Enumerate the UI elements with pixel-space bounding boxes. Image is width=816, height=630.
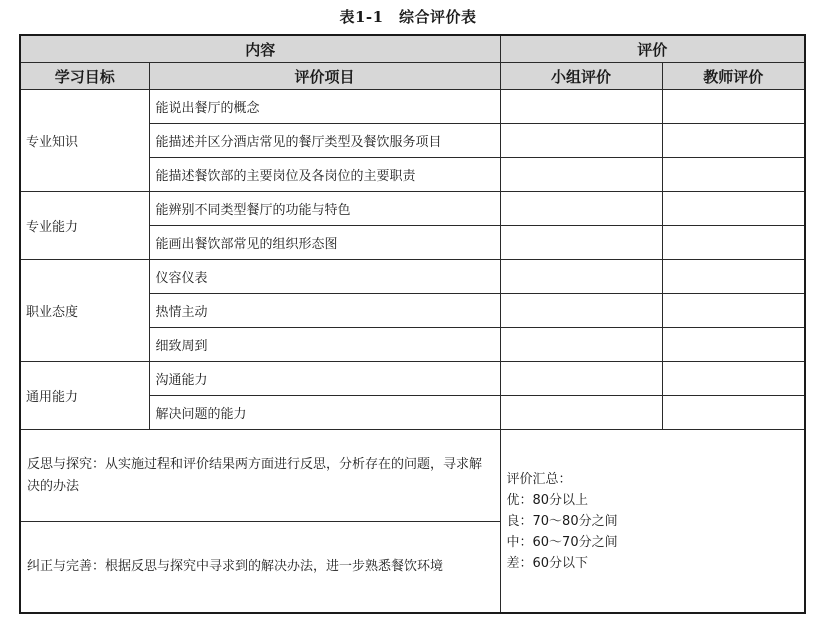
- item-cell: 沟通能力: [149, 362, 500, 396]
- group-score-cell[interactable]: [500, 90, 662, 124]
- evaluation-table: [19, 34, 806, 614]
- item-cell: 能说出餐厅的概念: [149, 90, 500, 124]
- improvement-cell: 纠正与完善：根据反思与探究中寻求到的解决办法，进一步熟悉餐饮环境: [20, 522, 500, 614]
- item-cell: 能描述餐饮部的主要岗位及各岗位的主要职责: [149, 158, 500, 192]
- group-score-cell[interactable]: [500, 226, 662, 260]
- group-score-cell[interactable]: [500, 124, 662, 158]
- summary-title: 评价汇总：: [506, 471, 572, 487]
- teacher-score-cell[interactable]: [662, 124, 805, 158]
- summary-cell: [500, 430, 805, 614]
- teacher-score-cell[interactable]: [662, 294, 805, 328]
- goal-cell: 专业能力: [20, 192, 149, 260]
- teacher-score-cell[interactable]: [662, 396, 805, 430]
- item-cell: 解决问题的能力: [149, 396, 500, 430]
- group-score-cell[interactable]: [500, 294, 662, 328]
- header-goal: 学习目标: [20, 63, 149, 90]
- header-evaluation: 评价: [500, 35, 805, 63]
- item-cell: 热情主动: [149, 294, 500, 328]
- table-row: [20, 90, 805, 124]
- group-score-cell[interactable]: [500, 328, 662, 362]
- goal-cell: 职业态度: [20, 260, 149, 362]
- summary-line: 优：80分以上: [506, 492, 589, 508]
- summary-line: 中：60～70分之间: [506, 534, 618, 550]
- item-cell: 能描述并区分酒店常见的餐厅类型及餐饮服务项目: [149, 124, 500, 158]
- teacher-score-cell[interactable]: [662, 90, 805, 124]
- item-cell: 能辨别不同类型餐厅的功能与特色: [149, 192, 500, 226]
- reflection-cell: 反思与探究：从实施过程和评价结果两方面进行反思，分析存在的问题，寻求解决的办法: [20, 430, 500, 522]
- teacher-score-cell[interactable]: [662, 192, 805, 226]
- header-content: 内容: [20, 35, 500, 63]
- group-score-cell[interactable]: [500, 362, 662, 396]
- teacher-score-cell[interactable]: [662, 158, 805, 192]
- header-item: 评价项目: [149, 63, 500, 90]
- teacher-score-cell[interactable]: [662, 226, 805, 260]
- header-group: 小组评价: [500, 63, 662, 90]
- goal-cell: 专业知识: [20, 90, 149, 192]
- table-caption: 表1-1 综合评价表: [339, 8, 477, 26]
- teacher-score-cell[interactable]: [662, 260, 805, 294]
- teacher-score-cell[interactable]: [662, 328, 805, 362]
- group-score-cell[interactable]: [500, 158, 662, 192]
- item-cell: 细致周到: [149, 328, 500, 362]
- group-score-cell[interactable]: [500, 192, 662, 226]
- teacher-score-cell[interactable]: [662, 362, 805, 396]
- goal-cell: 通用能力: [20, 362, 149, 430]
- group-score-cell[interactable]: [500, 396, 662, 430]
- table-row: [20, 362, 805, 396]
- item-cell: 仪容仪表: [149, 260, 500, 294]
- summary-line: 差：60分以下: [506, 555, 589, 571]
- summary-line: 良：70～80分之间: [506, 513, 618, 529]
- group-score-cell[interactable]: [500, 260, 662, 294]
- item-cell: 能画出餐饮部常见的组织形态图: [149, 226, 500, 260]
- table-row: [20, 260, 805, 294]
- header-teacher: 教师评价: [662, 63, 805, 90]
- table-row: [20, 192, 805, 226]
